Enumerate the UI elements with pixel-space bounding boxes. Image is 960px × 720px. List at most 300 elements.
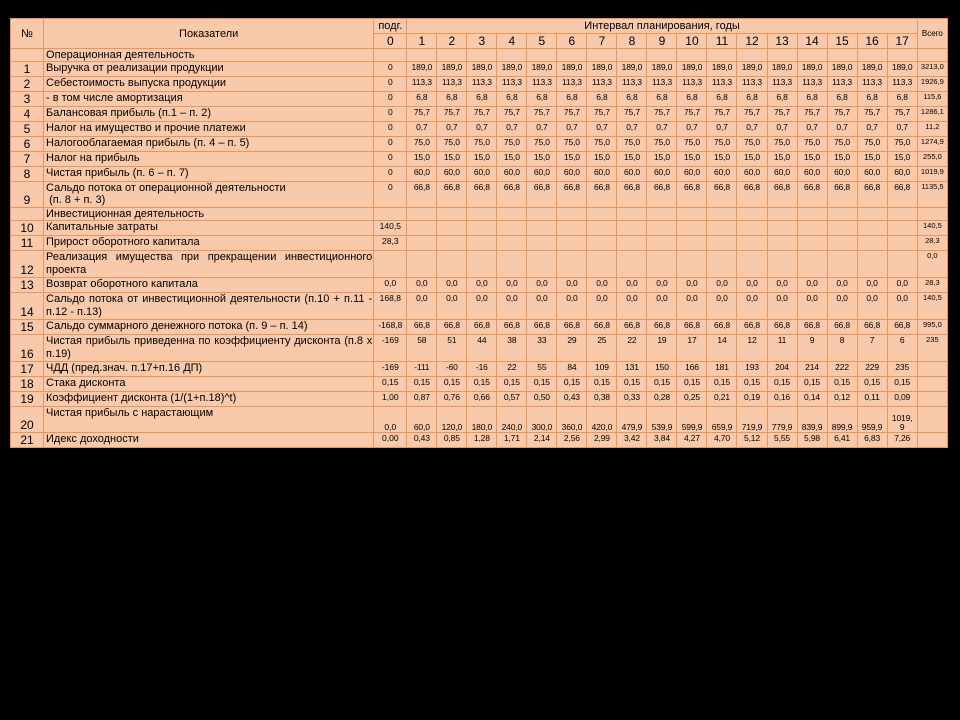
year-value: 113,3 [857,77,887,92]
year-value [407,251,437,278]
year-value: 0,0 [497,293,527,320]
financial-plan-table [10,18,948,448]
year-value: 75,7 [497,107,527,122]
year-value: 75,0 [467,137,497,152]
total-value [917,49,947,62]
prep-value: 28,3 [374,236,407,251]
year-value: 0,0 [407,293,437,320]
year-value [737,221,767,236]
prep-value: 0 [374,107,407,122]
year-value [887,236,917,251]
table-row [11,77,948,92]
year-value: 0,0 [587,293,617,320]
year-value: 66,8 [647,320,677,335]
year-value: 109 [587,362,617,377]
table-row [11,377,948,392]
year-value [587,49,617,62]
prep-value: 1,00 [374,392,407,407]
year-value: 0,15 [407,377,437,392]
year-value: 0,87 [407,392,437,407]
year-value: 193 [737,362,767,377]
year-value [857,49,887,62]
year-value: 0,15 [467,377,497,392]
year-value: 66,8 [557,320,587,335]
table-row [11,221,948,236]
year-header-7: 7 [587,34,617,49]
year-value: 0,15 [767,377,797,392]
year-value: 113,3 [887,77,917,92]
row-number: 5 [11,122,44,137]
year-value: 0,15 [617,377,647,392]
year-value [737,251,767,278]
table-row [11,62,948,77]
year-value [497,208,527,221]
year-value: 6,8 [737,92,767,107]
indicators-column-header: Показатели [44,19,374,49]
table-row [11,362,948,377]
year-value: 0,15 [797,377,827,392]
year-value: 0,15 [887,377,917,392]
year-header-4: 4 [497,34,527,49]
year-value: 6,8 [557,92,587,107]
year-value: 0,0 [737,278,767,293]
year-value: 75,7 [527,107,557,122]
year-value [827,251,857,278]
row-number: 9 [11,182,44,208]
indicator-label: Идекс доходности [44,433,374,448]
year-value: 0,0 [887,278,917,293]
year-value: 6,8 [497,92,527,107]
row-number: 4 [11,107,44,122]
year-header-9: 9 [647,34,677,49]
table-row [11,392,948,407]
year-value: 0,0 [827,293,857,320]
indicator-label: ЧДД (пред.знач. п.17+п.16 ДП) [44,362,374,377]
year-value [767,236,797,251]
year-value [497,221,527,236]
year-value [797,208,827,221]
year-value [497,236,527,251]
year-value [767,49,797,62]
year-value: 189,0 [617,62,647,77]
year-value: 75,7 [827,107,857,122]
year-value: 3,84 [647,433,677,448]
year-value: 0,11 [857,392,887,407]
year-value: 0,0 [767,278,797,293]
year-value: 60,0 [587,167,617,182]
year-value: 0,0 [677,278,707,293]
year-value: 0,7 [707,122,737,137]
indicator-label: Прирост оборотного капитала [44,236,374,251]
year-value: 75,0 [827,137,857,152]
table-row [11,335,948,362]
year-value: 55 [527,362,557,377]
year-value: 0,15 [827,377,857,392]
year-value: 0,0 [647,293,677,320]
prep-value: 0 [374,77,407,92]
year-value: 0,0 [827,278,857,293]
year-value: 1019, 9 [887,407,917,433]
indicator-label: Налогооблагаемая прибыль (п. 4 – п. 5) [44,137,374,152]
year-value: 6,8 [467,92,497,107]
total-value: 28,3 [917,236,947,251]
year-value: 0,7 [857,122,887,137]
year-value: 60,0 [497,167,527,182]
year-value [557,236,587,251]
year-header-8: 8 [617,34,647,49]
year-value [587,221,617,236]
year-value [557,208,587,221]
year-value [647,251,677,278]
year-value: 15,0 [737,152,767,167]
year-value [467,251,497,278]
year-value [407,49,437,62]
year-value: 0,19 [737,392,767,407]
prep-value [374,208,407,221]
table-row [11,152,948,167]
year-value: 0,0 [527,278,557,293]
year-value [677,208,707,221]
year-header-3: 3 [467,34,497,49]
year-value: 66,8 [797,182,827,208]
year-value: 6 [887,335,917,362]
year-value: 66,8 [497,320,527,335]
year-value: 0,7 [557,122,587,137]
year-value [527,251,557,278]
year-header-11: 11 [707,34,737,49]
year-value [527,236,557,251]
year-value: 60,0 [407,407,437,433]
year-value: 0,15 [737,377,767,392]
year-value: 2,56 [557,433,587,448]
year-value [767,251,797,278]
total-value: 115,6 [917,92,947,107]
year-value: 60,0 [407,167,437,182]
year-value: 0,0 [497,278,527,293]
year-value [587,208,617,221]
table-row [11,278,948,293]
year-header-14: 14 [797,34,827,49]
year-value [767,208,797,221]
year-value [827,49,857,62]
number-column-header: № [11,19,44,49]
year-value: 75,7 [557,107,587,122]
year-value: 0,15 [527,377,557,392]
year-value: 0,0 [407,278,437,293]
prep-value: 0,0 [374,407,407,433]
year-value [617,208,647,221]
year-value: 6,8 [767,92,797,107]
year-value: 75,0 [887,137,917,152]
year-value: 75,0 [707,137,737,152]
year-value: 66,8 [497,182,527,208]
table-row [11,320,948,335]
year-value: 66,8 [617,182,647,208]
prep-column-header: подг. [374,19,407,34]
year-value [557,221,587,236]
year-value: 113,3 [557,77,587,92]
year-value: 0,7 [407,122,437,137]
year-header-15: 15 [827,34,857,49]
year-value: 66,8 [797,320,827,335]
year-value: 0,15 [647,377,677,392]
year-value: 0,7 [767,122,797,137]
year-header-16: 16 [857,34,887,49]
year-value: 66,8 [557,182,587,208]
table-row [11,92,948,107]
year-value: 6,8 [857,92,887,107]
year-value: 0,0 [437,278,467,293]
year-value: 11 [767,335,797,362]
table-row [11,251,948,278]
prep-value: 140,5 [374,221,407,236]
year-value: 779,9 [767,407,797,433]
year-value: 235 [887,362,917,377]
indicator-label: Возврат оборотного капитала [44,278,374,293]
table-row [11,236,948,251]
year-value: 719,9 [737,407,767,433]
year-value: 0,0 [467,293,497,320]
year-value: 66,8 [527,320,557,335]
year-value [647,221,677,236]
prep-value: 0 [374,182,407,208]
year-value [407,208,437,221]
table-row [11,407,948,433]
year-value: 229 [857,362,887,377]
indicator-label: Чистая прибыль приведенна по коэффициенту дисконта (п.8 х п.19) [44,335,374,362]
year-value: 0,0 [437,293,467,320]
row-number: 6 [11,137,44,152]
year-value: 66,8 [647,182,677,208]
year-value: 75,0 [677,137,707,152]
year-value: 66,8 [677,320,707,335]
year-value [527,208,557,221]
year-value: 7 [857,335,887,362]
year-value [887,208,917,221]
year-value: 189,0 [797,62,827,77]
year-value: 66,8 [617,320,647,335]
year-value: 75,7 [587,107,617,122]
year-header-12: 12 [737,34,767,49]
year-value: 0,7 [887,122,917,137]
prep-value: 0,15 [374,377,407,392]
year-value [677,49,707,62]
year-value: 113,3 [467,77,497,92]
year-value: 75,0 [857,137,887,152]
year-value: 75,7 [737,107,767,122]
year-value: 14 [707,335,737,362]
year-value [437,236,467,251]
year-value: 0,0 [557,293,587,320]
year-value [467,49,497,62]
year-value [767,221,797,236]
indicator-label: Сальдо потока от инвестиционной деятельности (п.10 + п.11 - п.12 - п.13) [44,293,374,320]
indicator-label: - в том числе амортизация [44,92,374,107]
year-value: 113,3 [737,77,767,92]
year-value: 0,85 [437,433,467,448]
year-value: 0,0 [467,278,497,293]
total-value [917,392,947,407]
year-value [737,208,767,221]
year-value: 180,0 [467,407,497,433]
year-value [797,251,827,278]
year-header-10: 10 [677,34,707,49]
year-value: 60,0 [767,167,797,182]
year-value [857,221,887,236]
year-value: 189,0 [437,62,467,77]
year-value [437,221,467,236]
year-value: 0,0 [617,278,647,293]
year-value: 66,8 [587,182,617,208]
year-value: 360,0 [557,407,587,433]
year-value: 60,0 [827,167,857,182]
year-value: 0,15 [557,377,587,392]
year-value: 66,8 [737,320,767,335]
prep-value: 0 [374,152,407,167]
table-row [11,107,948,122]
year-value: 66,8 [767,320,797,335]
year-value: 222 [827,362,857,377]
year-value: 189,0 [827,62,857,77]
row-number: 14 [11,293,44,320]
year-value: 75,0 [437,137,467,152]
year-value: 75,0 [797,137,827,152]
row-number: 3 [11,92,44,107]
year-value: 839,9 [797,407,827,433]
section-row [11,49,948,62]
year-value: 66,8 [587,320,617,335]
year-value: 539,9 [647,407,677,433]
prep-value [374,49,407,62]
year-value: 6,41 [827,433,857,448]
year-value: 420,0 [587,407,617,433]
year-value: 113,3 [587,77,617,92]
year-value: 0,15 [437,377,467,392]
total-value: 1135,5 [917,182,947,208]
table-row [11,122,948,137]
section-label: Инвестиционная деятельность [44,208,374,221]
year-value: 0,7 [797,122,827,137]
year-value: 15,0 [647,152,677,167]
year-value: 15,0 [707,152,737,167]
year-value: 66,8 [407,182,437,208]
indicator-label: Балансовая прибыль (п.1 – п. 2) [44,107,374,122]
year-value [407,221,437,236]
year-value [707,221,737,236]
year-value: 75,7 [797,107,827,122]
indicator-label: Стака дисконта [44,377,374,392]
year-value [527,221,557,236]
year-value: 0,0 [857,278,887,293]
year-value: 0,0 [647,278,677,293]
year-value: 0,7 [737,122,767,137]
year-value: 113,3 [497,77,527,92]
year-value: 120,0 [437,407,467,433]
year-value: 15,0 [677,152,707,167]
prep-value: -169 [374,362,407,377]
year-value: 113,3 [677,77,707,92]
row-number: 10 [11,221,44,236]
year-value: 0,0 [797,278,827,293]
year-value: 66,8 [527,182,557,208]
year-value: 0,7 [677,122,707,137]
row-number: 8 [11,167,44,182]
year-value: 75,7 [767,107,797,122]
year-value: 0,7 [437,122,467,137]
year-value: 75,0 [617,137,647,152]
section-label: Операционная деятельность [44,49,374,62]
year-value: 33 [527,335,557,362]
year-value: 60,0 [737,167,767,182]
year-value [527,49,557,62]
row-number: 20 [11,407,44,433]
year-value: 0,76 [437,392,467,407]
year-value: 6,83 [857,433,887,448]
year-header-5: 5 [527,34,557,49]
indicator-label: Сальдо потока от операционной деятельности (п. 8 + п. 3) [44,182,374,208]
year-value: 75,7 [647,107,677,122]
year-value [467,236,497,251]
year-header-17: 17 [887,34,917,49]
year-value: 19 [647,335,677,362]
year-value: 0,0 [557,278,587,293]
year-header-6: 6 [557,34,587,49]
year-value: 8 [827,335,857,362]
year-value [707,251,737,278]
indicator-label: Налог на прибыль [44,152,374,167]
table-body [11,49,948,448]
year-value [587,251,617,278]
total-value [917,407,947,433]
prep-value: 0,00 [374,433,407,448]
year-value [647,236,677,251]
indicator-label: Чистая прибыль (п. 6 – п. 7) [44,167,374,182]
row-number: 1 [11,62,44,77]
year-value: 66,8 [887,320,917,335]
year-value [467,208,497,221]
year-value: 189,0 [677,62,707,77]
year-value: 0,21 [707,392,737,407]
year-value: 189,0 [407,62,437,77]
total-value [917,377,947,392]
row-number: 18 [11,377,44,392]
year-value: 60,0 [527,167,557,182]
year-value [647,49,677,62]
year-value: 0,50 [527,392,557,407]
year-value: 15,0 [797,152,827,167]
total-value [917,208,947,221]
year-value [437,251,467,278]
year-value: 0,7 [647,122,677,137]
year-value: 15,0 [887,152,917,167]
year-value [737,49,767,62]
year-value: 181 [707,362,737,377]
total-value: 0,0 [917,251,947,278]
year-value: 6,8 [707,92,737,107]
year-value [797,236,827,251]
table-row [11,137,948,152]
year-value [647,208,677,221]
year-value [617,49,647,62]
year-value: 0,12 [827,392,857,407]
total-value: 1274,9 [917,137,947,152]
year-value: 60,0 [647,167,677,182]
year-value [557,251,587,278]
indicator-label: Коэффициент дисконта (1/(1+п.18)^t) [44,392,374,407]
indicator-label: Сальдо суммарного денежного потока (п. 9 – п. 14) [44,320,374,335]
year-value: 113,3 [527,77,557,92]
year-value [827,236,857,251]
